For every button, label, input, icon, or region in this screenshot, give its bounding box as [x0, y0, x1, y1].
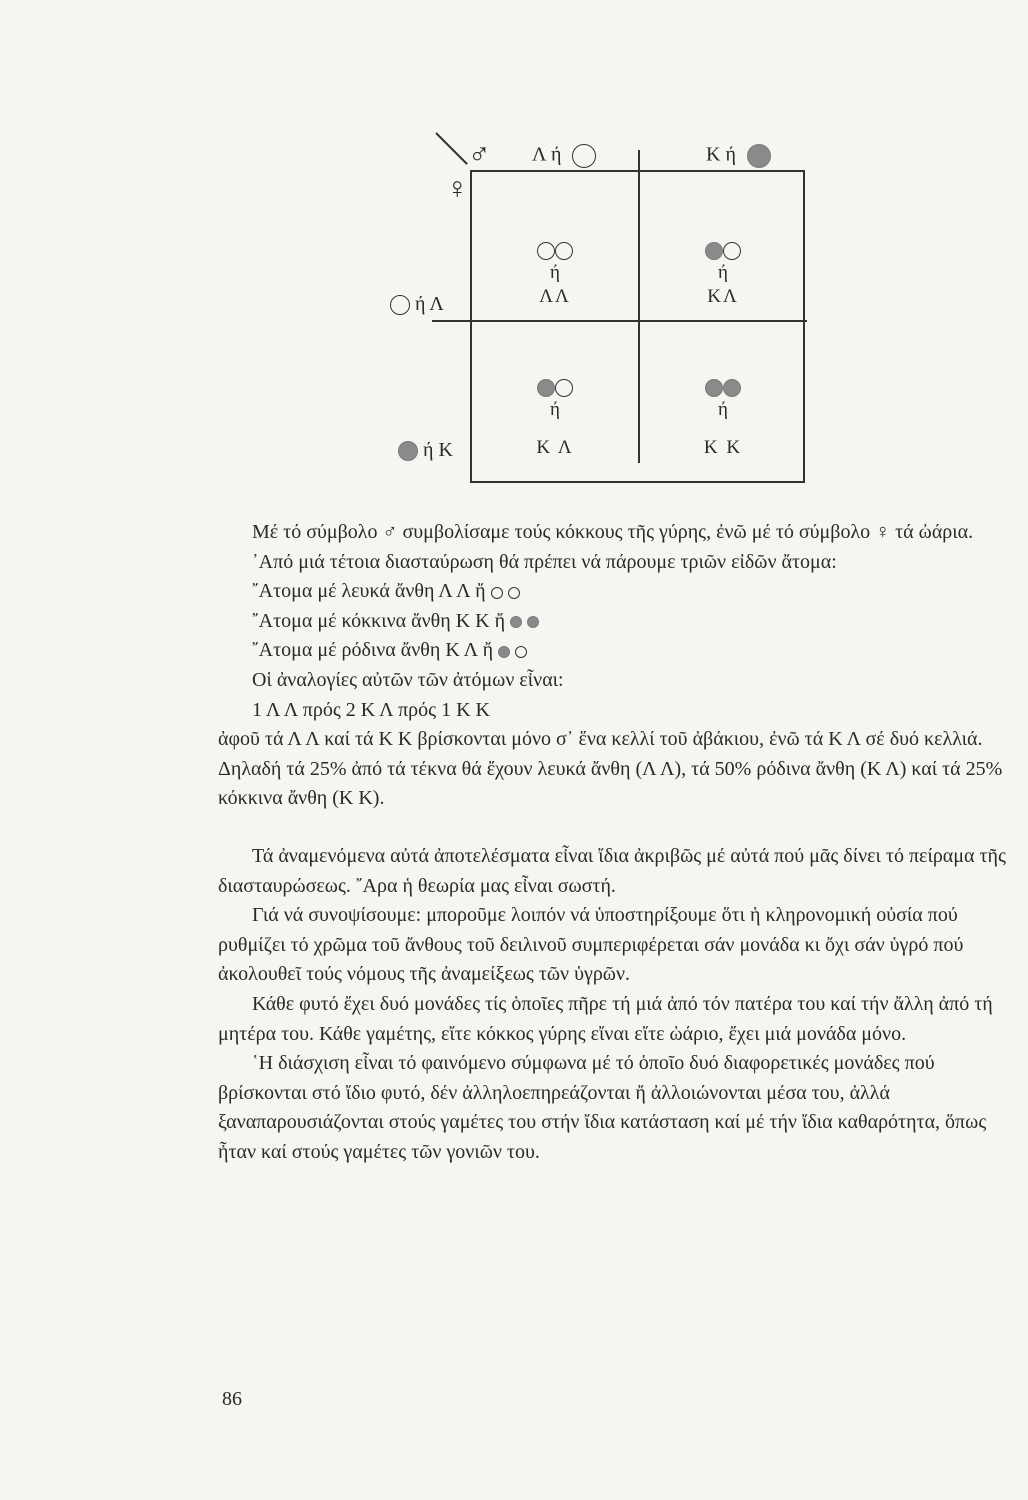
column-header-white: Λ ή	[532, 144, 596, 168]
row-label-white: ή Λ	[390, 294, 444, 315]
paragraph: Μέ τό σύμβολο ♂ συμβολίσαμε τούς κόκκους τῆς γύρης, ἐνῶ μέ τό σύμβολο ♀ τά ὠάρια.	[252, 521, 974, 543]
paragraph: Γιά νά συνοψίσουμε: μποροῦμε λοιπόν νά ὑποστηρίξουμε ὅτι ἡ κληρονομική οὐσία πού ρυθμίζει τό χρῶμα τοῦ ἄνθους τοῦ δειλινοῦ συμπεριφέρεται σάν μονάδα κι ὄχι σάν ὑγρό πού ἀκολουθεῖ τούς νόμους τῆς ἀναμείξεως τῶν ὑγρῶν.	[218, 904, 964, 986]
red-circle-icon	[398, 441, 418, 461]
cell-red-white-top: ή ΚΛ	[640, 242, 806, 308]
white-circle-icon	[555, 242, 573, 260]
white-circle-icon	[508, 587, 520, 599]
red-circle-icon	[498, 646, 510, 658]
body-text	[218, 518, 1018, 1167]
white-circle-icon	[537, 242, 555, 260]
red-circle-icon	[537, 379, 555, 397]
white-circle-icon	[390, 295, 410, 315]
cell-red-red: ή Κ Κ	[640, 379, 806, 459]
red-circle-icon	[723, 379, 741, 397]
list-item-pink: ῎Ατομα μέ ρόδινα ἄνθη Κ Λ ἤ	[218, 636, 1018, 666]
paragraph: ᾿Από μιά τέτοια διασταύρωση θά πρέπει νά πάρουμε τριῶν εἰδῶν ἄτομα:	[252, 550, 837, 573]
female-symbol: ♀	[446, 172, 469, 205]
paragraph: ῾Η διάσχιση εἶναι τό φαινόμενο σύμφωνα μέ τό ὁποῖο δυό διαφορετικές μονάδες πού βρίσκονται στό ἴδιο φυτό, δέν ἀλληλοεπηρεάζονται ἤ ἀλλοιώνονται μέσα του, ἀλλά ξαναπαρουσιάζονται στούς γαμέτες του στήν ἴδια κατάσταση καί μέ τήν ἴδια καθαρότητα, ὅπως ἦταν καί στούς γαμέτες τῶν γονιῶν του.	[218, 1052, 987, 1163]
punnett-square	[380, 130, 820, 490]
white-circle-icon	[515, 646, 527, 658]
red-circle-icon	[705, 242, 723, 260]
grid-horizontal-divider	[432, 320, 807, 322]
paragraph: ἀφοῦ τά Λ Λ καί τά Κ Κ βρίσκονται μόνο σ᾿ ἕνα κελλί τοῦ ἀβάκιου, ἐνῶ τά Κ Λ σέ δυό κελλιά. Δηλαδή τά 25% ἀπό τά τέκνα θά ἔχουν λευκά ἄνθη (Λ Λ), τά 50% ρόδινα ἄνθη (Κ Λ) καί τά 25% κόκκινα ἄνθη (Κ Κ).	[218, 728, 1003, 810]
male-symbol: ♂	[468, 138, 491, 171]
page-number: 86	[222, 1388, 242, 1410]
list-item-white: ῎Ατομα μέ λευκά ἄνθη Λ Λ ἤ	[218, 577, 1018, 607]
list-item-red: ῎Ατομα μέ κόκκινα ἄνθη Κ Κ ἤ	[218, 607, 1018, 637]
ratio-line: 1 Λ Λ πρός 2 Κ Λ πρός 1 Κ Κ	[252, 698, 490, 721]
white-circle-icon	[555, 379, 573, 397]
red-circle-icon	[747, 144, 771, 168]
cell-white-white: ή ΛΛ	[472, 242, 638, 308]
white-circle-icon	[572, 144, 596, 168]
column-header-red: Κ ή	[706, 144, 771, 168]
red-circle-icon	[705, 379, 723, 397]
paragraph: Τά ἀναμενόμενα αὐτά ἀποτελέσματα εἶναι ἴδια ἀκριβῶς μέ αὐτά πού μᾶς δίνει τό πείραμα τῆς διασταυρώσεως. ῎Αρα ἡ θεωρία μας εἶναι σωστή.	[218, 844, 1006, 897]
paragraph: Οἱ ἀναλογίες αὐτῶν τῶν ἀτόμων εἶναι:	[252, 668, 564, 691]
diagonal-divider	[435, 132, 468, 165]
white-circle-icon	[723, 242, 741, 260]
cell-red-white-bottom: ή Κ Λ	[472, 379, 638, 459]
red-circle-icon	[527, 616, 539, 628]
row-label-red: ή Κ	[398, 440, 453, 461]
paragraph: Κάθε φυτό ἔχει δυό μονάδες τίς ὁποῖες πῆρε τή μιά ἀπό τόν πατέρα του καί τήν ἄλλη ἀπό τή μητέρα του. Κάθε γαμέτης, εἴτε κόκκος γύρης εἴναι εἴτε ὠάριο, ἔχει μιά μονάδα μόνο.	[218, 992, 993, 1045]
white-circle-icon	[491, 587, 503, 599]
red-circle-icon	[510, 616, 522, 628]
punnett-grid	[470, 170, 805, 483]
